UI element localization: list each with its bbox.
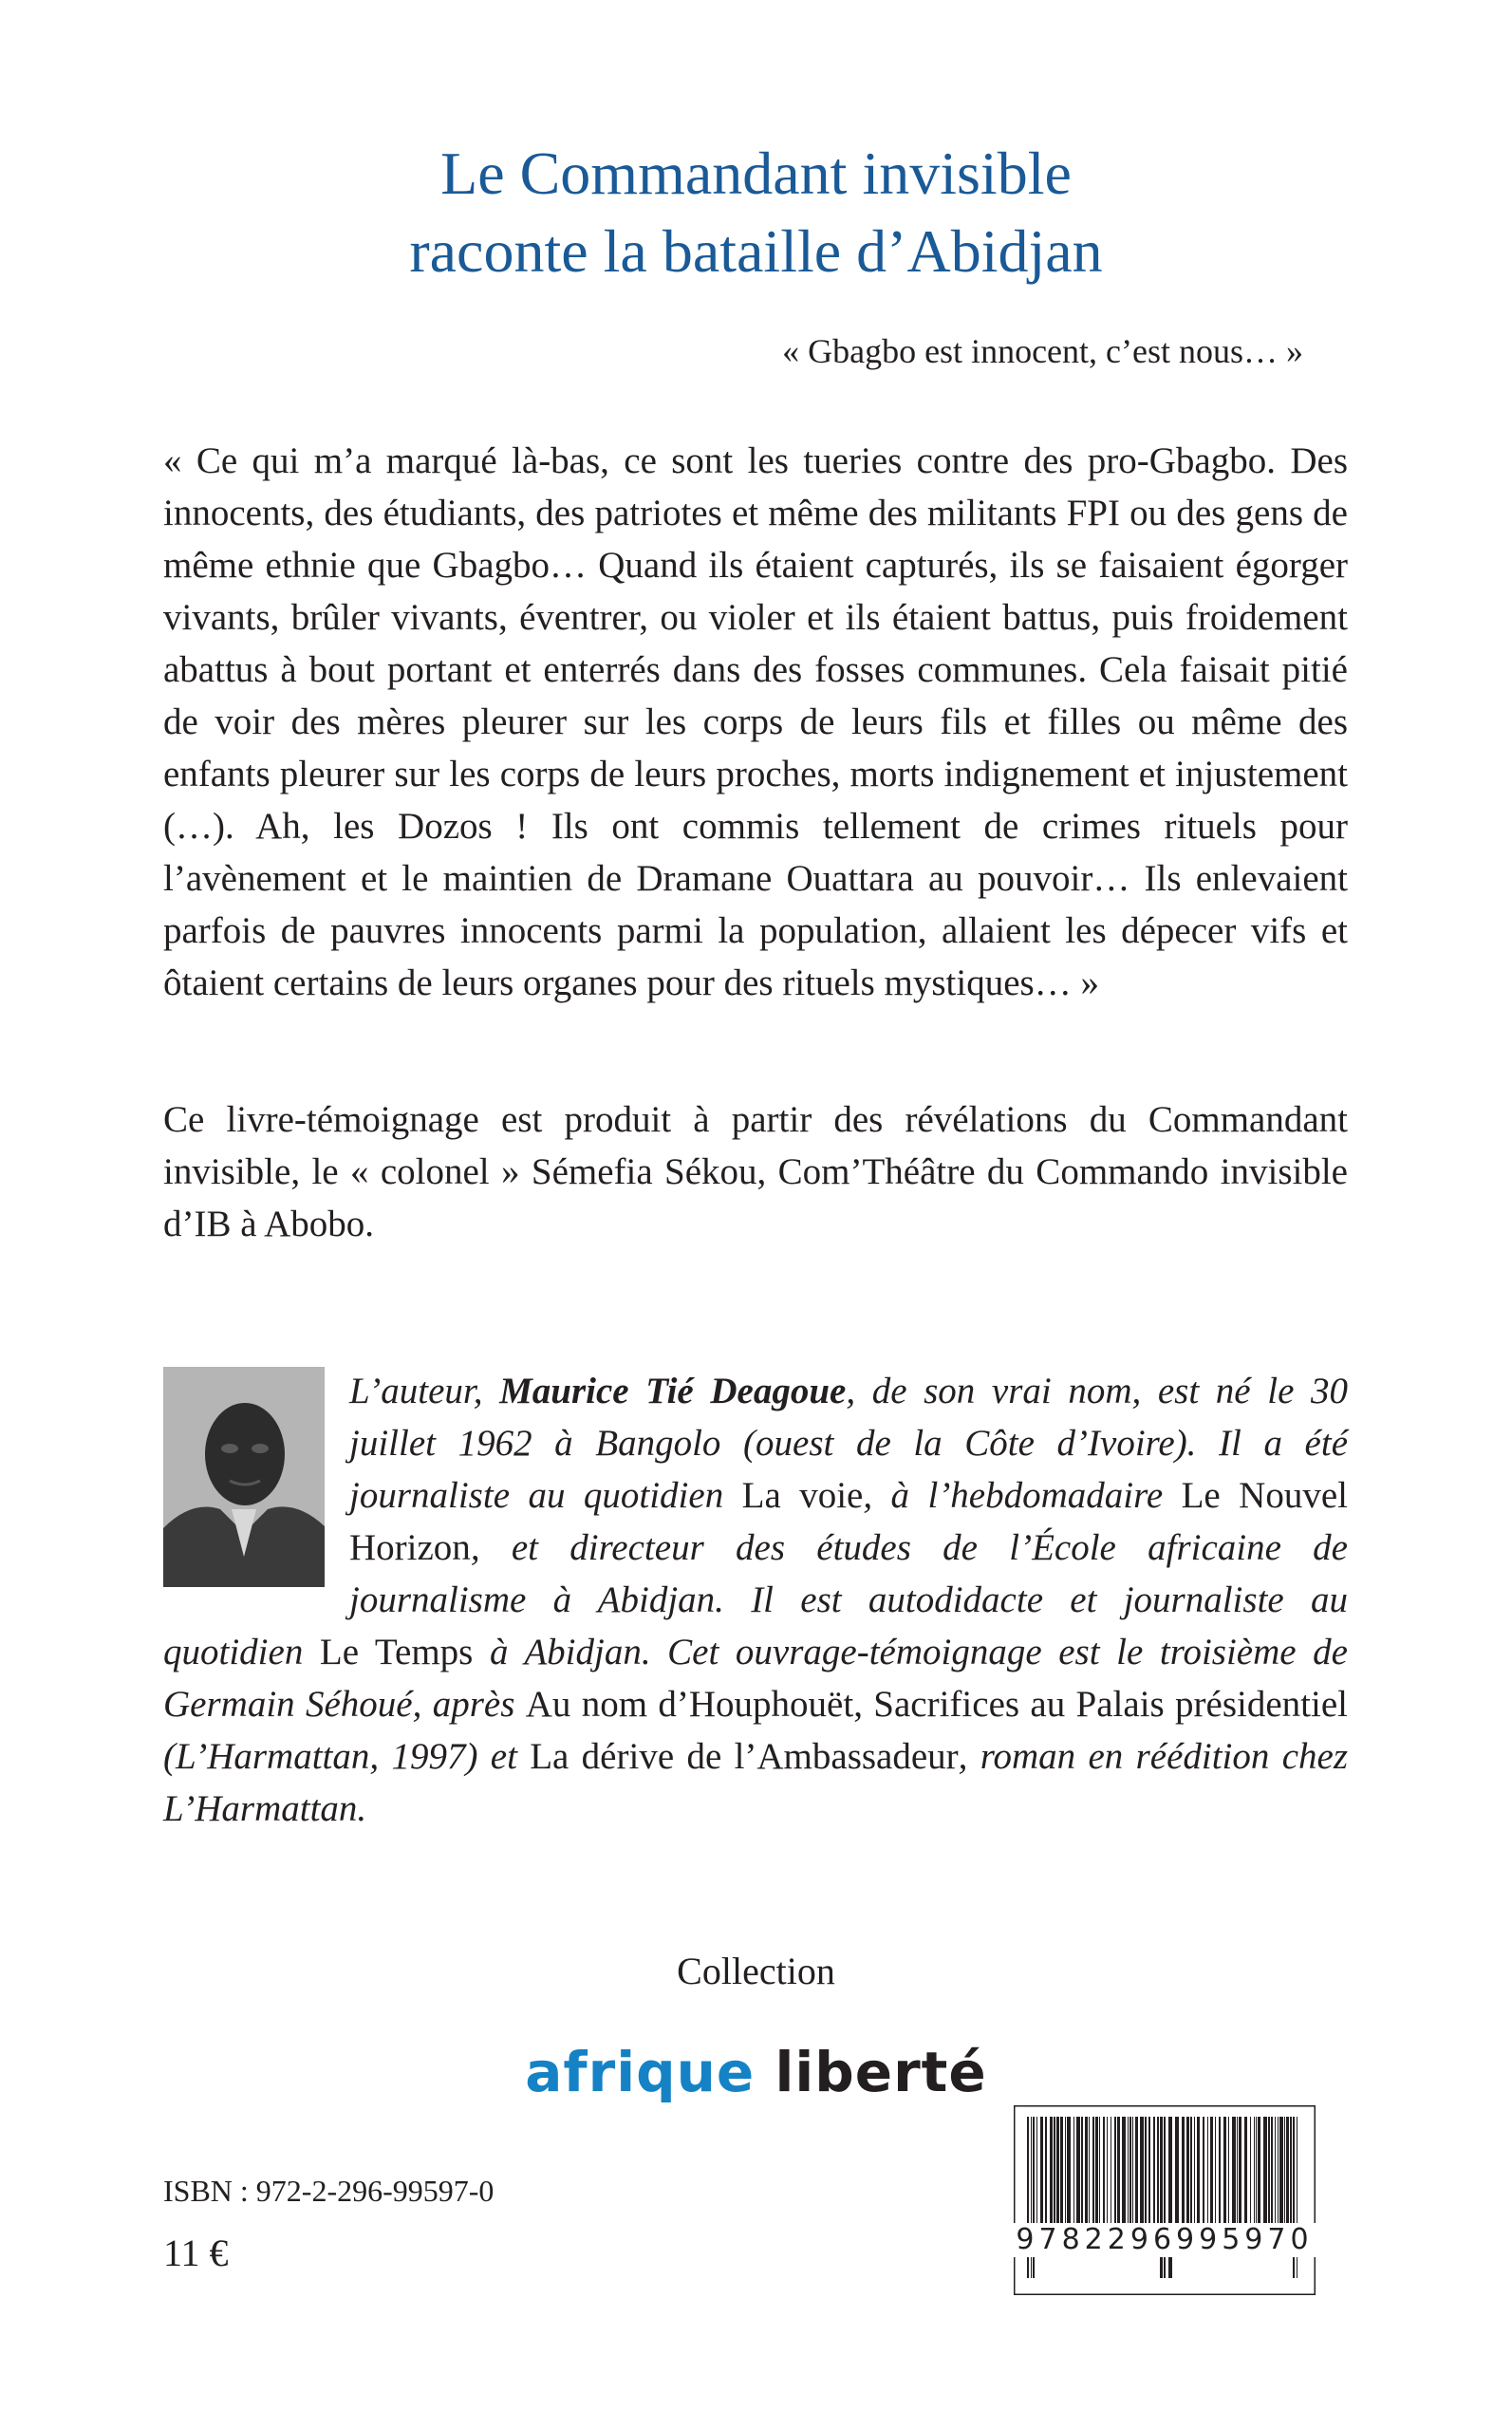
bio-text-6: (L’Harmattan, 1997) et: [163, 1736, 531, 1777]
barcode-bar: [1182, 2117, 1185, 2223]
barcode-bar: [1036, 2117, 1037, 2223]
barcode-bar: [1203, 2117, 1204, 2223]
book-title-line-2: raconte la bataille d’Abidjan: [409, 217, 1103, 285]
book-subtitle: « Gbagbo est innocent, c’est nous… »: [782, 332, 1303, 370]
barcode-bar: [1290, 2117, 1292, 2223]
book-description: Ce livre-témoignage est produit à partir des révélations du Commandant invisible, le « colonel » Sémefia Sékou, Com’Théâtre du Commando invisible d’IB à Abobo.: [163, 1099, 1348, 1244]
barcode-bar: [1153, 2117, 1155, 2223]
barcode-bar: [1145, 2117, 1147, 2223]
publication-name-3: Le Temps: [319, 1632, 474, 1672]
barcode-bar: [1076, 2117, 1080, 2223]
bio-text-2: , de son vrai nom, est né le 30 juillet 1962 à Bangolo (ouest de la Côte d’Ivoire). Il a été journaliste au quotidien: [349, 1371, 1348, 1516]
barcode-bar: [1286, 2117, 1289, 2223]
barcode-bars: [1014, 2105, 1316, 2295]
barcode-bar: [1263, 2117, 1267, 2223]
barcode-bar: [1278, 2117, 1279, 2223]
bio-text-3: , à l’hebdomadaire: [863, 1475, 1182, 1516]
barcode-bar: [1085, 2117, 1088, 2223]
bio-text-7: , roman en réédition chez L’Harmattan.: [163, 1736, 1348, 1829]
barcode-bar: [1122, 2117, 1126, 2223]
book-name-2: La dérive de l’Ambassadeur: [530, 1736, 959, 1777]
barcode-bar: [1268, 2117, 1270, 2223]
bio-text-5: à Abidjan. Cet ouvrage-témoignage est le troisième de Germain Séhoué, après: [163, 1632, 1348, 1725]
isbn: ISBN : 972-2-296-99597-0: [163, 2174, 495, 2208]
barcode-bar: [1135, 2117, 1138, 2223]
barcode-bar: [1128, 2117, 1129, 2223]
barcode-bar: [1250, 2117, 1251, 2223]
barcode-bar: [1073, 2117, 1074, 2223]
book-title-line-1: Le Commandant invisible: [440, 140, 1072, 207]
barcode-bar: [1275, 2117, 1276, 2223]
book-name-1: Au nom d’Houphouët, Sacrifices au Palais présidentiel: [525, 1684, 1348, 1725]
barcode-bar: [1197, 2117, 1200, 2223]
barcode-bar: [1095, 2117, 1098, 2223]
barcode-bar: [1054, 2117, 1055, 2223]
author-name: Maurice Tié Deagoue: [499, 1371, 847, 1411]
barcode-bar: [1107, 2117, 1108, 2223]
barcode-digits: 9782296995970: [1014, 2223, 1316, 2257]
book-title: [0, 135, 1512, 290]
barcode-bar: [1099, 2117, 1100, 2223]
barcode-bar: [1244, 2117, 1247, 2223]
barcode-bar: [1148, 2117, 1150, 2223]
collection-logo: [0, 2039, 1512, 2105]
barcode-bar: [1157, 2117, 1159, 2223]
publication-name-1: La voie: [741, 1475, 864, 1516]
barcode-bar: [1081, 2117, 1083, 2223]
logo-word-afrique: afrique: [525, 2040, 756, 2104]
barcode-bar: [1254, 2117, 1255, 2223]
author-bio: [163, 1365, 1348, 1835]
barcode-bar: [1056, 2117, 1059, 2223]
barcode-bar: [1279, 2117, 1283, 2223]
barcode-bar: [1232, 2117, 1236, 2223]
barcode-bar: [1239, 2117, 1241, 2223]
barcode-bar: [1045, 2117, 1047, 2223]
barcode-bar: [1237, 2117, 1238, 2223]
barcode-bar: [1186, 2117, 1189, 2223]
barcode-bar: [1228, 2117, 1229, 2223]
price: 11 €: [163, 2232, 229, 2274]
barcode-bar: [1219, 2117, 1221, 2223]
barcode-bar: [1223, 2117, 1226, 2223]
barcode-bar: [1190, 2117, 1192, 2223]
barcode-bar: [1258, 2117, 1260, 2223]
barcode-bar: [1050, 2117, 1053, 2223]
barcode-bar: [1140, 2117, 1144, 2223]
barcode-bar: [1256, 2117, 1257, 2223]
barcode-bar: [1215, 2117, 1216, 2223]
barcode-bar: [1065, 2117, 1066, 2223]
barcode-bar: [1284, 2117, 1285, 2223]
barcode-bar: [1092, 2117, 1094, 2223]
barcode-bar: [1129, 2117, 1131, 2223]
publication-name-2: Le Nouvel Horizon: [349, 1475, 1348, 1568]
barcode-bar: [1114, 2117, 1116, 2223]
collection-label: Collection: [677, 1950, 835, 1992]
excerpt-quote: « Ce qui m’a marqué là-bas, ce sont les tueries contre des pro-Gbagbo. Des innocents, des étudiants, des patriotes et même des militants FPI ou des gens de même ethnie que Gbagbo… Quand ils étaient capturés, ils se faisaient égorger vivants, brûler vivants, éventrer, ou violer et ils étaient battus, puis froidement abattus à bout portant et enterrés dans des fosses communes. Cela faisait pitié de voir des mères pleurer sur les corps de leurs fils et filles ou même des enfants pleurer sur les corps de leurs proches, morts indignement et injustement (…). Ah, les Dozos ! Ils ont commis tellement de crimes rituels pour l’avènement et le maintien de Dramane Ouattara au pouvoir… Ils enlevaient parfois de pauvres innocents parmi la population, allaient les dépecer vifs et ôtaient certains de leurs organes pour des rituels mystiques… »: [163, 440, 1348, 1003]
bio-text-4: , et directeur des études de l’École africaine de journalisme à Abidjan. Il est autodidacte et journaliste au quotidien: [163, 1527, 1348, 1672]
logo-word-liberte: liberté: [775, 2040, 987, 2104]
barcode: [1014, 2105, 1316, 2295]
barcode-bar: [1207, 2117, 1208, 2223]
barcode-bar: [1132, 2117, 1133, 2223]
barcode-bar: [1089, 2117, 1090, 2223]
barcode-bar: [1194, 2117, 1195, 2223]
barcode-bar: [1271, 2117, 1273, 2223]
barcode-bar: [1175, 2117, 1179, 2223]
barcode-bar: [1040, 2117, 1043, 2223]
barcode-bar: [1117, 2117, 1120, 2223]
barcode-bar: [1210, 2117, 1213, 2223]
photo-spacer: [163, 1365, 349, 1595]
barcode-bar: [1067, 2117, 1071, 2223]
bio-text-1: L’auteur,: [349, 1371, 500, 1411]
barcode-bar: [1103, 2117, 1105, 2223]
barcode-bar: [1060, 2117, 1063, 2223]
